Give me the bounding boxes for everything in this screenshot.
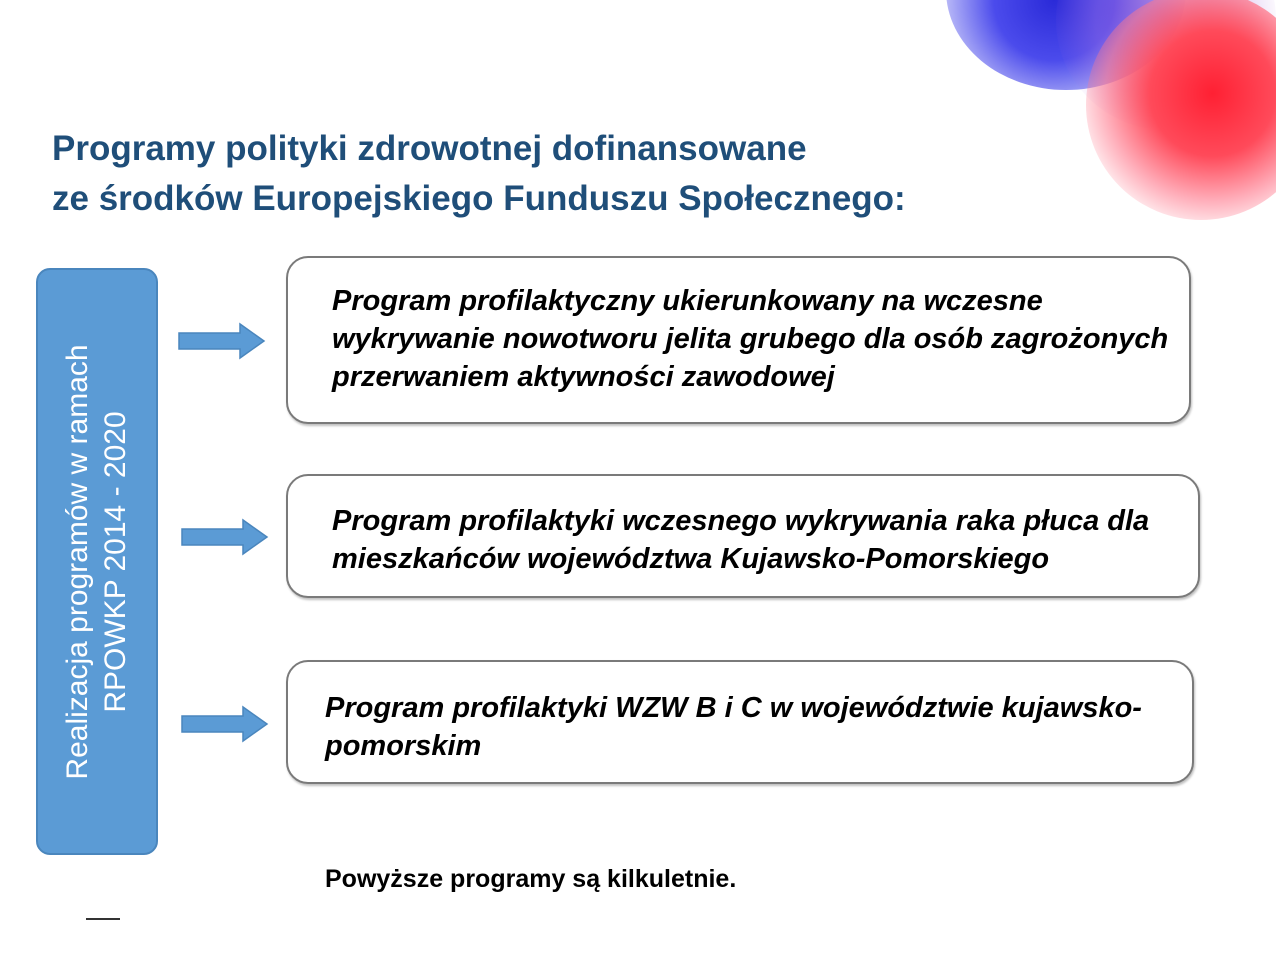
program-box-3-line-2: pomorskim	[325, 730, 482, 762]
red-blob-shape	[1086, 0, 1276, 220]
footnote: Powyższe programy są kilkuletnie.	[325, 865, 737, 893]
program-box-2	[286, 474, 1200, 598]
program-scope-line-2: RPOWKP 2014 - 2020	[99, 410, 132, 713]
program-box-1-text	[332, 282, 1168, 396]
program-box-2-line-2: mieszkańców województwa Kujawsko-Pomorskiego	[332, 543, 1050, 575]
arrow-right-icon	[178, 322, 266, 360]
program-box-2-text	[332, 502, 1149, 578]
arrow-right-icon	[181, 518, 269, 556]
program-box-1-line-3: przerwaniem aktywności zawodowej	[332, 361, 835, 393]
program-box-1-line-1: Program profilaktyczny ukierunkowany na wczesne	[332, 285, 1043, 317]
program-scope-label	[59, 282, 135, 842]
program-scope-line-1: Realizacja programów w ramach	[61, 343, 94, 780]
program-box-1-line-2: wykrywanie nowotworu jelita grubego dla osób zagrożonych	[332, 323, 1169, 355]
program-box-3	[286, 660, 1194, 784]
program-box-1	[286, 256, 1191, 424]
footer-divider	[86, 918, 120, 920]
slide-title-line-1: Programy polityki zdrowotnej dofinansowane	[52, 129, 807, 168]
slide-title	[52, 124, 1052, 224]
program-box-2-line-1: Program profilaktyki wczesnego wykrywania raka płuca dla	[332, 505, 1150, 537]
slide-title-line-2: ze środków Europejskiego Funduszu Społecznego:	[52, 179, 906, 218]
arrow-right-icon	[181, 705, 269, 743]
program-scope-bar	[36, 268, 158, 855]
program-box-3-line-1: Program profilaktyki WZW B i C w województwie kujawsko-	[325, 692, 1142, 724]
program-box-3-text	[325, 689, 1142, 765]
